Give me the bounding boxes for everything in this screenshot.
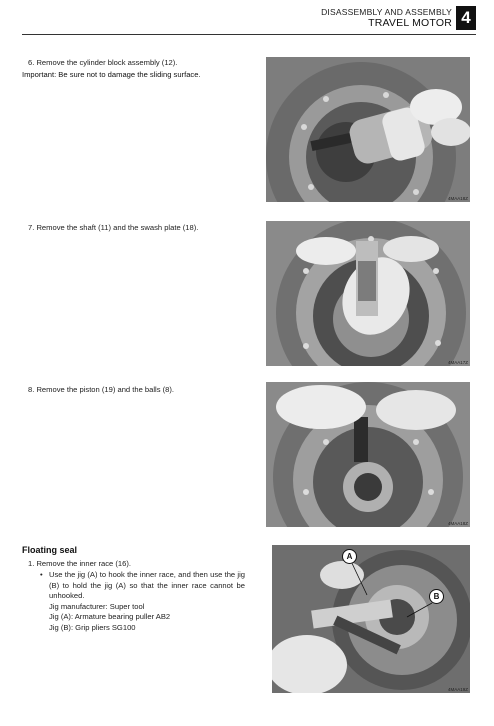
photo-piston-balls-removal [266, 382, 470, 527]
callout-b: B [429, 589, 444, 604]
photo-code-label: 4MAA19Z [447, 687, 468, 692]
bullet-item [40, 570, 245, 602]
header-chapter-title: TRAVEL MOTOR [368, 17, 452, 29]
chapter-number-tab: 4 [456, 6, 476, 30]
step-6-important-note: Important: Be sure not to damage the sliding surface. [22, 70, 201, 79]
photo-inner-race-removal [272, 545, 470, 693]
photo-code-label: 4MAA17Z [447, 360, 468, 365]
jig-manufacturer: Jig manufacturer: Super tool [49, 601, 145, 611]
header-section-title: DISASSEMBLY AND ASSEMBLY [321, 7, 452, 17]
photo-shaft-swash-plate-removal [266, 221, 470, 366]
step-6-text: 6. Remove the cylinder block assembly (12). [28, 58, 178, 67]
step-8-text: 8. Remove the piston (19) and the balls (8). [28, 385, 175, 394]
callout-a: A [342, 549, 357, 564]
jig-a: Jig (A): Armature bearing puller AB2 [49, 612, 171, 621]
photo-code-label: 4MAA18Z [447, 196, 468, 201]
photo-cylinder-block-removal [266, 57, 470, 202]
floating-seal-instructions [40, 570, 245, 633]
floating-seal-step-1: 1. Remove the inner race (16). [28, 559, 131, 568]
jig-b: Jig (B): Grip pliers SG100 [49, 622, 136, 632]
bullet-dot-icon: • [40, 570, 43, 579]
header-divider [22, 34, 476, 35]
photo-code-label: 4MAA18Z [447, 521, 468, 526]
bullet-text: Use the jig (A) to hook the inner race, and then use the jig (B) to hold the jig (A) so that the inner race cannot be unhooked. [49, 570, 245, 600]
floating-seal-heading: Floating seal [22, 545, 78, 555]
step-7-text: 7. Remove the shaft (11) and the swash plate (18). [28, 223, 199, 232]
